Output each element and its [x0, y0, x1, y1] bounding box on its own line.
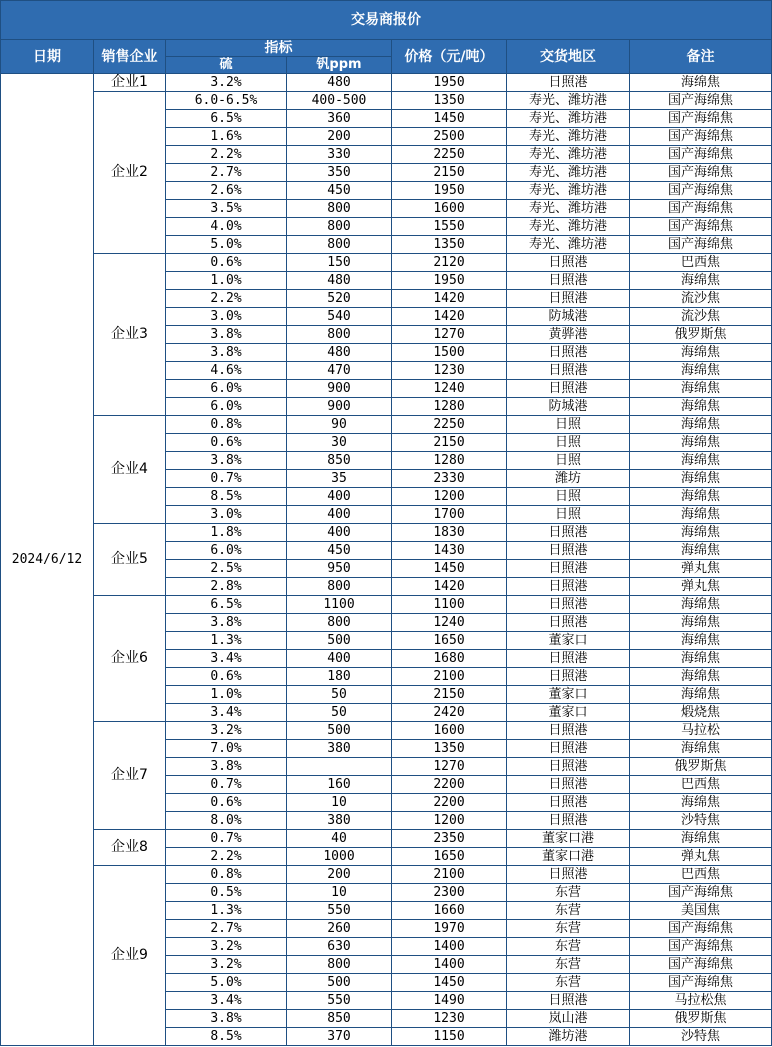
vanadium-cell: 900 — [287, 398, 392, 416]
note-cell: 海绵焦 — [630, 614, 772, 632]
header-vanadium: 钒ppm — [287, 57, 392, 74]
price-cell: 1830 — [392, 524, 507, 542]
sulfur-cell: 0.6% — [166, 434, 287, 452]
note-cell: 巴西焦 — [630, 866, 772, 884]
sulfur-cell: 3.0% — [166, 308, 287, 326]
location-cell: 日照 — [507, 452, 630, 470]
sulfur-cell: 2.8% — [166, 578, 287, 596]
price-cell: 2100 — [392, 668, 507, 686]
table-row — [1, 830, 772, 848]
price-cell: 1600 — [392, 200, 507, 218]
note-cell: 煅烧焦 — [630, 704, 772, 722]
note-cell: 弹丸焦 — [630, 578, 772, 596]
price-cell: 1420 — [392, 308, 507, 326]
location-cell: 日照港 — [507, 596, 630, 614]
header-company: 销售企业 — [94, 40, 166, 74]
sulfur-cell: 3.4% — [166, 704, 287, 722]
location-cell: 东营 — [507, 920, 630, 938]
sulfur-cell: 3.4% — [166, 992, 287, 1010]
note-cell: 海绵焦 — [630, 74, 772, 92]
sulfur-cell: 3.2% — [166, 74, 287, 92]
vanadium-cell: 90 — [287, 416, 392, 434]
location-cell: 东营 — [507, 884, 630, 902]
sulfur-cell: 6.5% — [166, 110, 287, 128]
sulfur-cell: 0.7% — [166, 830, 287, 848]
vanadium-cell: 10 — [287, 794, 392, 812]
sulfur-cell: 0.7% — [166, 470, 287, 488]
location-cell: 防城港 — [507, 308, 630, 326]
note-cell: 海绵焦 — [630, 686, 772, 704]
vanadium-cell: 180 — [287, 668, 392, 686]
note-cell: 海绵焦 — [630, 416, 772, 434]
location-cell: 日照港 — [507, 290, 630, 308]
price-cell: 2150 — [392, 434, 507, 452]
sulfur-cell: 6.0% — [166, 398, 287, 416]
location-cell: 日照港 — [507, 254, 630, 272]
table-row — [1, 74, 772, 92]
location-cell: 黄骅港 — [507, 326, 630, 344]
note-cell: 海绵焦 — [630, 506, 772, 524]
price-cell: 1450 — [392, 974, 507, 992]
location-cell: 董家口 — [507, 632, 630, 650]
sulfur-cell: 8.5% — [166, 1028, 287, 1046]
note-cell: 海绵焦 — [630, 452, 772, 470]
vanadium-cell: 150 — [287, 254, 392, 272]
price-cell: 1200 — [392, 488, 507, 506]
note-cell: 国产海绵焦 — [630, 920, 772, 938]
sulfur-cell: 5.0% — [166, 974, 287, 992]
location-cell: 日照港 — [507, 650, 630, 668]
sulfur-cell: 4.6% — [166, 362, 287, 380]
vanadium-cell: 400-500 — [287, 92, 392, 110]
vanadium-cell: 800 — [287, 200, 392, 218]
table-row — [1, 92, 772, 110]
price-cell: 1700 — [392, 506, 507, 524]
vanadium-cell: 480 — [287, 272, 392, 290]
note-cell: 海绵焦 — [630, 434, 772, 452]
note-cell: 国产海绵焦 — [630, 128, 772, 146]
location-cell: 董家口港 — [507, 848, 630, 866]
location-cell: 日照 — [507, 488, 630, 506]
sulfur-cell: 3.8% — [166, 614, 287, 632]
sulfur-cell: 2.6% — [166, 182, 287, 200]
sulfur-cell: 0.6% — [166, 794, 287, 812]
note-cell: 国产海绵焦 — [630, 236, 772, 254]
location-cell: 东营 — [507, 902, 630, 920]
price-cell: 2120 — [392, 254, 507, 272]
sulfur-cell: 3.4% — [166, 650, 287, 668]
price-cell: 1650 — [392, 848, 507, 866]
note-cell: 海绵焦 — [630, 470, 772, 488]
note-cell: 俄罗斯焦 — [630, 326, 772, 344]
vanadium-cell: 550 — [287, 902, 392, 920]
vanadium-cell: 400 — [287, 650, 392, 668]
price-cell: 1350 — [392, 740, 507, 758]
note-cell: 海绵焦 — [630, 398, 772, 416]
table-row — [1, 254, 772, 272]
location-cell: 日照港 — [507, 524, 630, 542]
price-cell: 1150 — [392, 1028, 507, 1046]
price-cell: 1450 — [392, 110, 507, 128]
vanadium-cell: 800 — [287, 236, 392, 254]
vanadium-cell: 400 — [287, 506, 392, 524]
note-cell: 巴西焦 — [630, 254, 772, 272]
vanadium-cell: 500 — [287, 974, 392, 992]
note-cell: 海绵焦 — [630, 488, 772, 506]
price-cell: 1550 — [392, 218, 507, 236]
note-cell: 沙特焦 — [630, 1028, 772, 1046]
vanadium-cell: 30 — [287, 434, 392, 452]
note-cell: 海绵焦 — [630, 740, 772, 758]
table-body — [1, 74, 772, 1046]
price-cell: 1500 — [392, 344, 507, 362]
location-cell: 东营 — [507, 956, 630, 974]
price-cell: 2500 — [392, 128, 507, 146]
vanadium-cell: 160 — [287, 776, 392, 794]
note-cell: 海绵焦 — [630, 344, 772, 362]
price-cell: 2150 — [392, 164, 507, 182]
note-cell: 马拉松焦 — [630, 992, 772, 1010]
vanadium-cell: 400 — [287, 524, 392, 542]
vanadium-cell: 380 — [287, 740, 392, 758]
location-cell: 日照 — [507, 506, 630, 524]
sulfur-cell: 4.0% — [166, 218, 287, 236]
vanadium-cell: 200 — [287, 128, 392, 146]
header-date: 日期 — [1, 40, 94, 74]
vanadium-cell: 500 — [287, 722, 392, 740]
vanadium-cell: 450 — [287, 182, 392, 200]
note-cell: 美国焦 — [630, 902, 772, 920]
location-cell: 寿光、潍坊港 — [507, 200, 630, 218]
vanadium-cell: 360 — [287, 110, 392, 128]
sulfur-cell: 3.8% — [166, 326, 287, 344]
price-cell: 2250 — [392, 146, 507, 164]
price-cell: 1350 — [392, 236, 507, 254]
price-cell: 2350 — [392, 830, 507, 848]
note-cell: 海绵焦 — [630, 542, 772, 560]
vanadium-cell: 1000 — [287, 848, 392, 866]
location-cell: 寿光、潍坊港 — [507, 164, 630, 182]
sulfur-cell: 3.2% — [166, 938, 287, 956]
price-cell: 1950 — [392, 182, 507, 200]
location-cell: 日照港 — [507, 614, 630, 632]
location-cell: 日照 — [507, 434, 630, 452]
note-cell: 巴西焦 — [630, 776, 772, 794]
price-cell: 2200 — [392, 776, 507, 794]
sulfur-cell: 6.0% — [166, 380, 287, 398]
sulfur-cell: 6.0% — [166, 542, 287, 560]
location-cell: 日照港 — [507, 668, 630, 686]
note-cell: 弹丸焦 — [630, 560, 772, 578]
sulfur-cell: 2.2% — [166, 146, 287, 164]
location-cell: 日照港 — [507, 794, 630, 812]
price-cell: 1240 — [392, 614, 507, 632]
price-cell: 1400 — [392, 956, 507, 974]
price-cell: 2250 — [392, 416, 507, 434]
vanadium-cell: 540 — [287, 308, 392, 326]
note-cell: 国产海绵焦 — [630, 110, 772, 128]
vanadium-cell — [287, 758, 392, 776]
note-cell: 俄罗斯焦 — [630, 758, 772, 776]
vanadium-cell: 550 — [287, 992, 392, 1010]
location-cell: 日照港 — [507, 578, 630, 596]
note-cell: 国产海绵焦 — [630, 182, 772, 200]
price-cell: 2150 — [392, 686, 507, 704]
price-cell: 1660 — [392, 902, 507, 920]
price-cell: 1270 — [392, 326, 507, 344]
vanadium-cell: 800 — [287, 326, 392, 344]
vanadium-cell: 900 — [287, 380, 392, 398]
date-cell: 2024/6/12 — [1, 74, 94, 1046]
header-location: 交货地区 — [507, 40, 630, 74]
note-cell: 国产海绵焦 — [630, 956, 772, 974]
sulfur-cell: 3.8% — [166, 1010, 287, 1028]
table-row — [1, 722, 772, 740]
vanadium-cell: 800 — [287, 218, 392, 236]
sulfur-cell: 1.0% — [166, 686, 287, 704]
location-cell: 日照港 — [507, 812, 630, 830]
header-price: 价格（元/吨） — [392, 40, 507, 74]
sulfur-cell: 0.7% — [166, 776, 287, 794]
location-cell: 日照港 — [507, 74, 630, 92]
table-row — [1, 524, 772, 542]
location-cell: 寿光、潍坊港 — [507, 110, 630, 128]
table-row — [1, 596, 772, 614]
note-cell: 俄罗斯焦 — [630, 1010, 772, 1028]
location-cell: 防城港 — [507, 398, 630, 416]
note-cell: 国产海绵焦 — [630, 218, 772, 236]
location-cell: 日照港 — [507, 740, 630, 758]
note-cell: 沙特焦 — [630, 812, 772, 830]
location-cell: 日照港 — [507, 380, 630, 398]
location-cell: 日照港 — [507, 758, 630, 776]
price-cell: 1950 — [392, 74, 507, 92]
note-cell: 国产海绵焦 — [630, 92, 772, 110]
location-cell: 潍坊港 — [507, 1028, 630, 1046]
header-sulfur: 硫 — [166, 57, 287, 74]
note-cell: 海绵焦 — [630, 524, 772, 542]
sulfur-cell: 3.8% — [166, 758, 287, 776]
vanadium-cell: 950 — [287, 560, 392, 578]
sulfur-cell: 8.0% — [166, 812, 287, 830]
location-cell: 东营 — [507, 938, 630, 956]
vanadium-cell: 50 — [287, 686, 392, 704]
location-cell: 寿光、潍坊港 — [507, 128, 630, 146]
location-cell: 日照港 — [507, 272, 630, 290]
sulfur-cell: 2.2% — [166, 290, 287, 308]
location-cell: 日照港 — [507, 362, 630, 380]
vanadium-cell: 370 — [287, 1028, 392, 1046]
sulfur-cell: 3.8% — [166, 344, 287, 362]
note-cell: 国产海绵焦 — [630, 146, 772, 164]
note-cell: 海绵焦 — [630, 596, 772, 614]
price-cell: 1420 — [392, 578, 507, 596]
sulfur-cell: 6.5% — [166, 596, 287, 614]
location-cell: 寿光、潍坊港 — [507, 146, 630, 164]
vanadium-cell: 1100 — [287, 596, 392, 614]
location-cell: 日照港 — [507, 542, 630, 560]
price-cell: 1280 — [392, 452, 507, 470]
location-cell: 日照港 — [507, 722, 630, 740]
company-cell: 企业4 — [94, 416, 166, 524]
company-cell: 企业9 — [94, 866, 166, 1046]
company-cell: 企业6 — [94, 596, 166, 722]
price-cell: 1490 — [392, 992, 507, 1010]
vanadium-cell: 330 — [287, 146, 392, 164]
vanadium-cell: 480 — [287, 344, 392, 362]
note-cell: 国产海绵焦 — [630, 200, 772, 218]
price-cell: 1230 — [392, 362, 507, 380]
price-cell: 1350 — [392, 92, 507, 110]
note-cell: 国产海绵焦 — [630, 974, 772, 992]
vanadium-cell: 850 — [287, 452, 392, 470]
sulfur-cell: 5.0% — [166, 236, 287, 254]
note-cell: 海绵焦 — [630, 668, 772, 686]
table-row — [1, 866, 772, 884]
price-cell: 2200 — [392, 794, 507, 812]
vanadium-cell: 400 — [287, 488, 392, 506]
price-cell: 1650 — [392, 632, 507, 650]
company-cell: 企业5 — [94, 524, 166, 596]
header-indicator: 指标 — [166, 40, 392, 57]
vanadium-cell: 260 — [287, 920, 392, 938]
price-cell: 1280 — [392, 398, 507, 416]
note-cell: 马拉松 — [630, 722, 772, 740]
sulfur-cell: 6.0-6.5% — [166, 92, 287, 110]
sulfur-cell: 3.2% — [166, 722, 287, 740]
location-cell: 日照港 — [507, 866, 630, 884]
company-cell: 企业1 — [94, 74, 166, 92]
price-cell: 1680 — [392, 650, 507, 668]
company-cell: 企业3 — [94, 254, 166, 416]
note-cell: 弹丸焦 — [630, 848, 772, 866]
note-cell: 海绵焦 — [630, 632, 772, 650]
company-cell: 企业2 — [94, 92, 166, 254]
location-cell: 寿光、潍坊港 — [507, 236, 630, 254]
sulfur-cell: 0.5% — [166, 884, 287, 902]
price-cell: 1420 — [392, 290, 507, 308]
note-cell: 国产海绵焦 — [630, 938, 772, 956]
location-cell: 寿光、潍坊港 — [507, 218, 630, 236]
vanadium-cell: 350 — [287, 164, 392, 182]
location-cell: 日照港 — [507, 992, 630, 1010]
note-cell: 海绵焦 — [630, 794, 772, 812]
vanadium-cell: 630 — [287, 938, 392, 956]
sulfur-cell: 3.0% — [166, 506, 287, 524]
table-row — [1, 416, 772, 434]
location-cell: 东营 — [507, 974, 630, 992]
price-cell: 2330 — [392, 470, 507, 488]
vanadium-cell: 800 — [287, 578, 392, 596]
vanadium-cell: 10 — [287, 884, 392, 902]
price-cell: 1240 — [392, 380, 507, 398]
vanadium-cell: 35 — [287, 470, 392, 488]
location-cell: 董家口港 — [507, 830, 630, 848]
sulfur-cell: 1.3% — [166, 902, 287, 920]
location-cell: 日照港 — [507, 776, 630, 794]
location-cell: 寿光、潍坊港 — [507, 92, 630, 110]
price-cell: 1600 — [392, 722, 507, 740]
sulfur-cell: 3.5% — [166, 200, 287, 218]
sulfur-cell: 1.6% — [166, 128, 287, 146]
price-cell: 1950 — [392, 272, 507, 290]
vanadium-cell: 850 — [287, 1010, 392, 1028]
company-cell: 企业7 — [94, 722, 166, 830]
price-cell: 1400 — [392, 938, 507, 956]
sulfur-cell: 1.3% — [166, 632, 287, 650]
price-cell: 1200 — [392, 812, 507, 830]
note-cell: 海绵焦 — [630, 272, 772, 290]
sulfur-cell: 1.8% — [166, 524, 287, 542]
price-cell: 1100 — [392, 596, 507, 614]
location-cell: 日照港 — [507, 560, 630, 578]
vanadium-cell: 450 — [287, 542, 392, 560]
note-cell: 流沙焦 — [630, 308, 772, 326]
sulfur-cell: 7.0% — [166, 740, 287, 758]
sulfur-cell: 2.7% — [166, 920, 287, 938]
location-cell: 日照港 — [507, 344, 630, 362]
vanadium-cell: 480 — [287, 74, 392, 92]
company-cell: 企业8 — [94, 830, 166, 866]
price-cell: 1230 — [392, 1010, 507, 1028]
location-cell: 日照 — [507, 416, 630, 434]
note-cell: 国产海绵焦 — [630, 884, 772, 902]
price-cell: 1270 — [392, 758, 507, 776]
sulfur-cell: 8.5% — [166, 488, 287, 506]
sulfur-cell: 3.8% — [166, 452, 287, 470]
sulfur-cell: 1.0% — [166, 272, 287, 290]
price-cell: 1430 — [392, 542, 507, 560]
note-cell: 海绵焦 — [630, 830, 772, 848]
price-cell: 2300 — [392, 884, 507, 902]
location-cell: 岚山港 — [507, 1010, 630, 1028]
sulfur-cell: 0.8% — [166, 866, 287, 884]
vanadium-cell: 470 — [287, 362, 392, 380]
location-cell: 董家口 — [507, 704, 630, 722]
note-cell: 海绵焦 — [630, 380, 772, 398]
location-cell: 寿光、潍坊港 — [507, 182, 630, 200]
price-cell: 1970 — [392, 920, 507, 938]
note-cell: 国产海绵焦 — [630, 164, 772, 182]
vanadium-cell: 40 — [287, 830, 392, 848]
vanadium-cell: 200 — [287, 866, 392, 884]
note-cell: 流沙焦 — [630, 290, 772, 308]
sulfur-cell: 2.2% — [166, 848, 287, 866]
sulfur-cell: 3.2% — [166, 956, 287, 974]
sulfur-cell: 0.6% — [166, 254, 287, 272]
price-cell: 2100 — [392, 866, 507, 884]
location-cell: 潍坊 — [507, 470, 630, 488]
vanadium-cell: 500 — [287, 632, 392, 650]
sulfur-cell: 0.6% — [166, 668, 287, 686]
location-cell: 董家口 — [507, 686, 630, 704]
vanadium-cell: 380 — [287, 812, 392, 830]
sulfur-cell: 0.8% — [166, 416, 287, 434]
price-cell: 1450 — [392, 560, 507, 578]
note-cell: 海绵焦 — [630, 362, 772, 380]
vanadium-cell: 50 — [287, 704, 392, 722]
price-cell: 2420 — [392, 704, 507, 722]
table-title: 交易商报价 — [1, 1, 772, 40]
sulfur-cell: 2.7% — [166, 164, 287, 182]
vanadium-cell: 520 — [287, 290, 392, 308]
sulfur-cell: 2.5% — [166, 560, 287, 578]
vanadium-cell: 800 — [287, 614, 392, 632]
vanadium-cell: 800 — [287, 956, 392, 974]
header-note: 备注 — [630, 40, 772, 74]
note-cell: 海绵焦 — [630, 650, 772, 668]
